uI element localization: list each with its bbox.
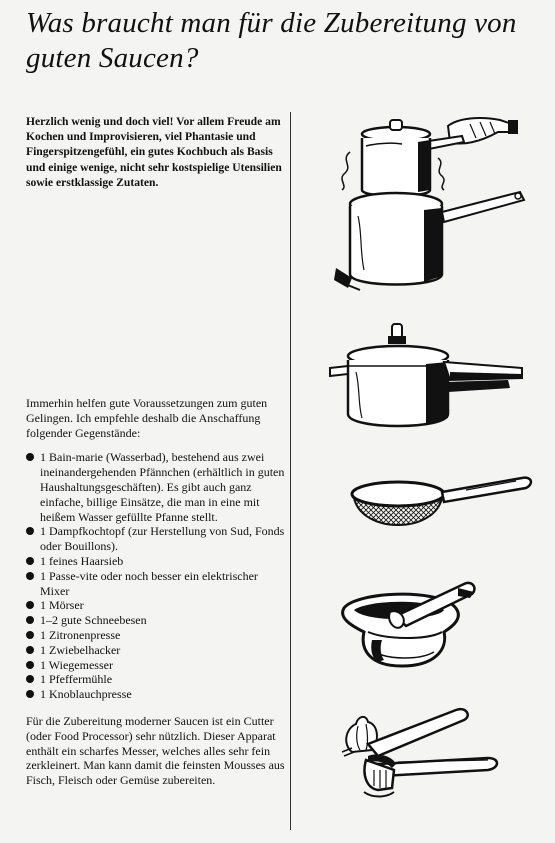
list-item: 1 feines Haarsieb (26, 554, 288, 569)
bullet-icon (26, 646, 34, 654)
bullet-icon (26, 675, 34, 683)
bullet-icon (26, 616, 34, 624)
list-item: 1 Zitronenpresse (26, 628, 288, 643)
list-item: 1–2 gute Schneebesen (26, 613, 288, 628)
bullet-icon (26, 527, 34, 535)
page-title: Was braucht man für die Zubereitung von guten Saucen? (26, 7, 517, 74)
equipment-section (26, 396, 288, 788)
bullet-icon (26, 601, 34, 609)
bain-marie-icon (330, 112, 530, 294)
equipment-list (26, 450, 288, 702)
lead-paragraph: Immerhin helfen gute Voraussetzungen zum guten Gelingen. Ich empfehle deshalb die Anschaffung folgender Gegenstände: (26, 396, 268, 440)
sieve-icon (346, 470, 536, 542)
list-item: 1 Passe-vite oder noch besser ein elektrischer Mixer (26, 569, 288, 599)
bullet-icon (26, 572, 34, 580)
list-item: 1 Zwiebelhacker (26, 643, 288, 658)
bullet-icon (26, 631, 34, 639)
list-item: 1 Bain-marie (Wasserbad), bestehend aus zwei ineinandergehenden Pfännchen (erhältlich in guten Haushaltungsgeschäften). Es gibt auch ganz einfache, billige Einsätze, die man in eine mit heißem Wasser gefüllte Pfanne stellt. (26, 450, 288, 524)
bullet-icon (26, 690, 34, 698)
bullet-icon (26, 661, 34, 669)
list-item: 1 Knoblauchpresse (26, 687, 288, 702)
intro-paragraph: Herzlich wenig und doch viel! Vor allem Freude am Kochen und Improvisieren, viel Phantasie und Fingerspitzengefühl, ein gutes Kochbuch als Basis und einige wenige, nicht sehr kostspielige Utensilien sowie erstklassige Zutaten. (26, 115, 282, 189)
list-item: 1 Wiegemesser (26, 658, 288, 673)
garlic-press-icon (338, 704, 518, 804)
list-item: 1 Dampfkochtopf (zur Herstellung von Sud, Fonds oder Bouillons). (26, 524, 288, 554)
pressure-cooker-icon (326, 322, 528, 434)
bullet-icon (26, 453, 34, 461)
bullet-icon (26, 557, 34, 565)
list-item: 1 Mörser (26, 598, 288, 613)
column-divider (290, 112, 291, 830)
list-item: 1 Pfeffermühle (26, 672, 288, 687)
mortar-pestle-icon (338, 570, 488, 670)
outro-paragraph: Für die Zubereitung moderner Saucen ist ein Cutter (oder Food Processor) sehr nützlich. Dieser Apparat enthält ein scharfes Messer, welches alles sehr fein zerkleinert. Man kann damit die feinsten Mousses aus Fisch, Fleisch oder Gemüse zubereiten. (26, 713, 285, 788)
